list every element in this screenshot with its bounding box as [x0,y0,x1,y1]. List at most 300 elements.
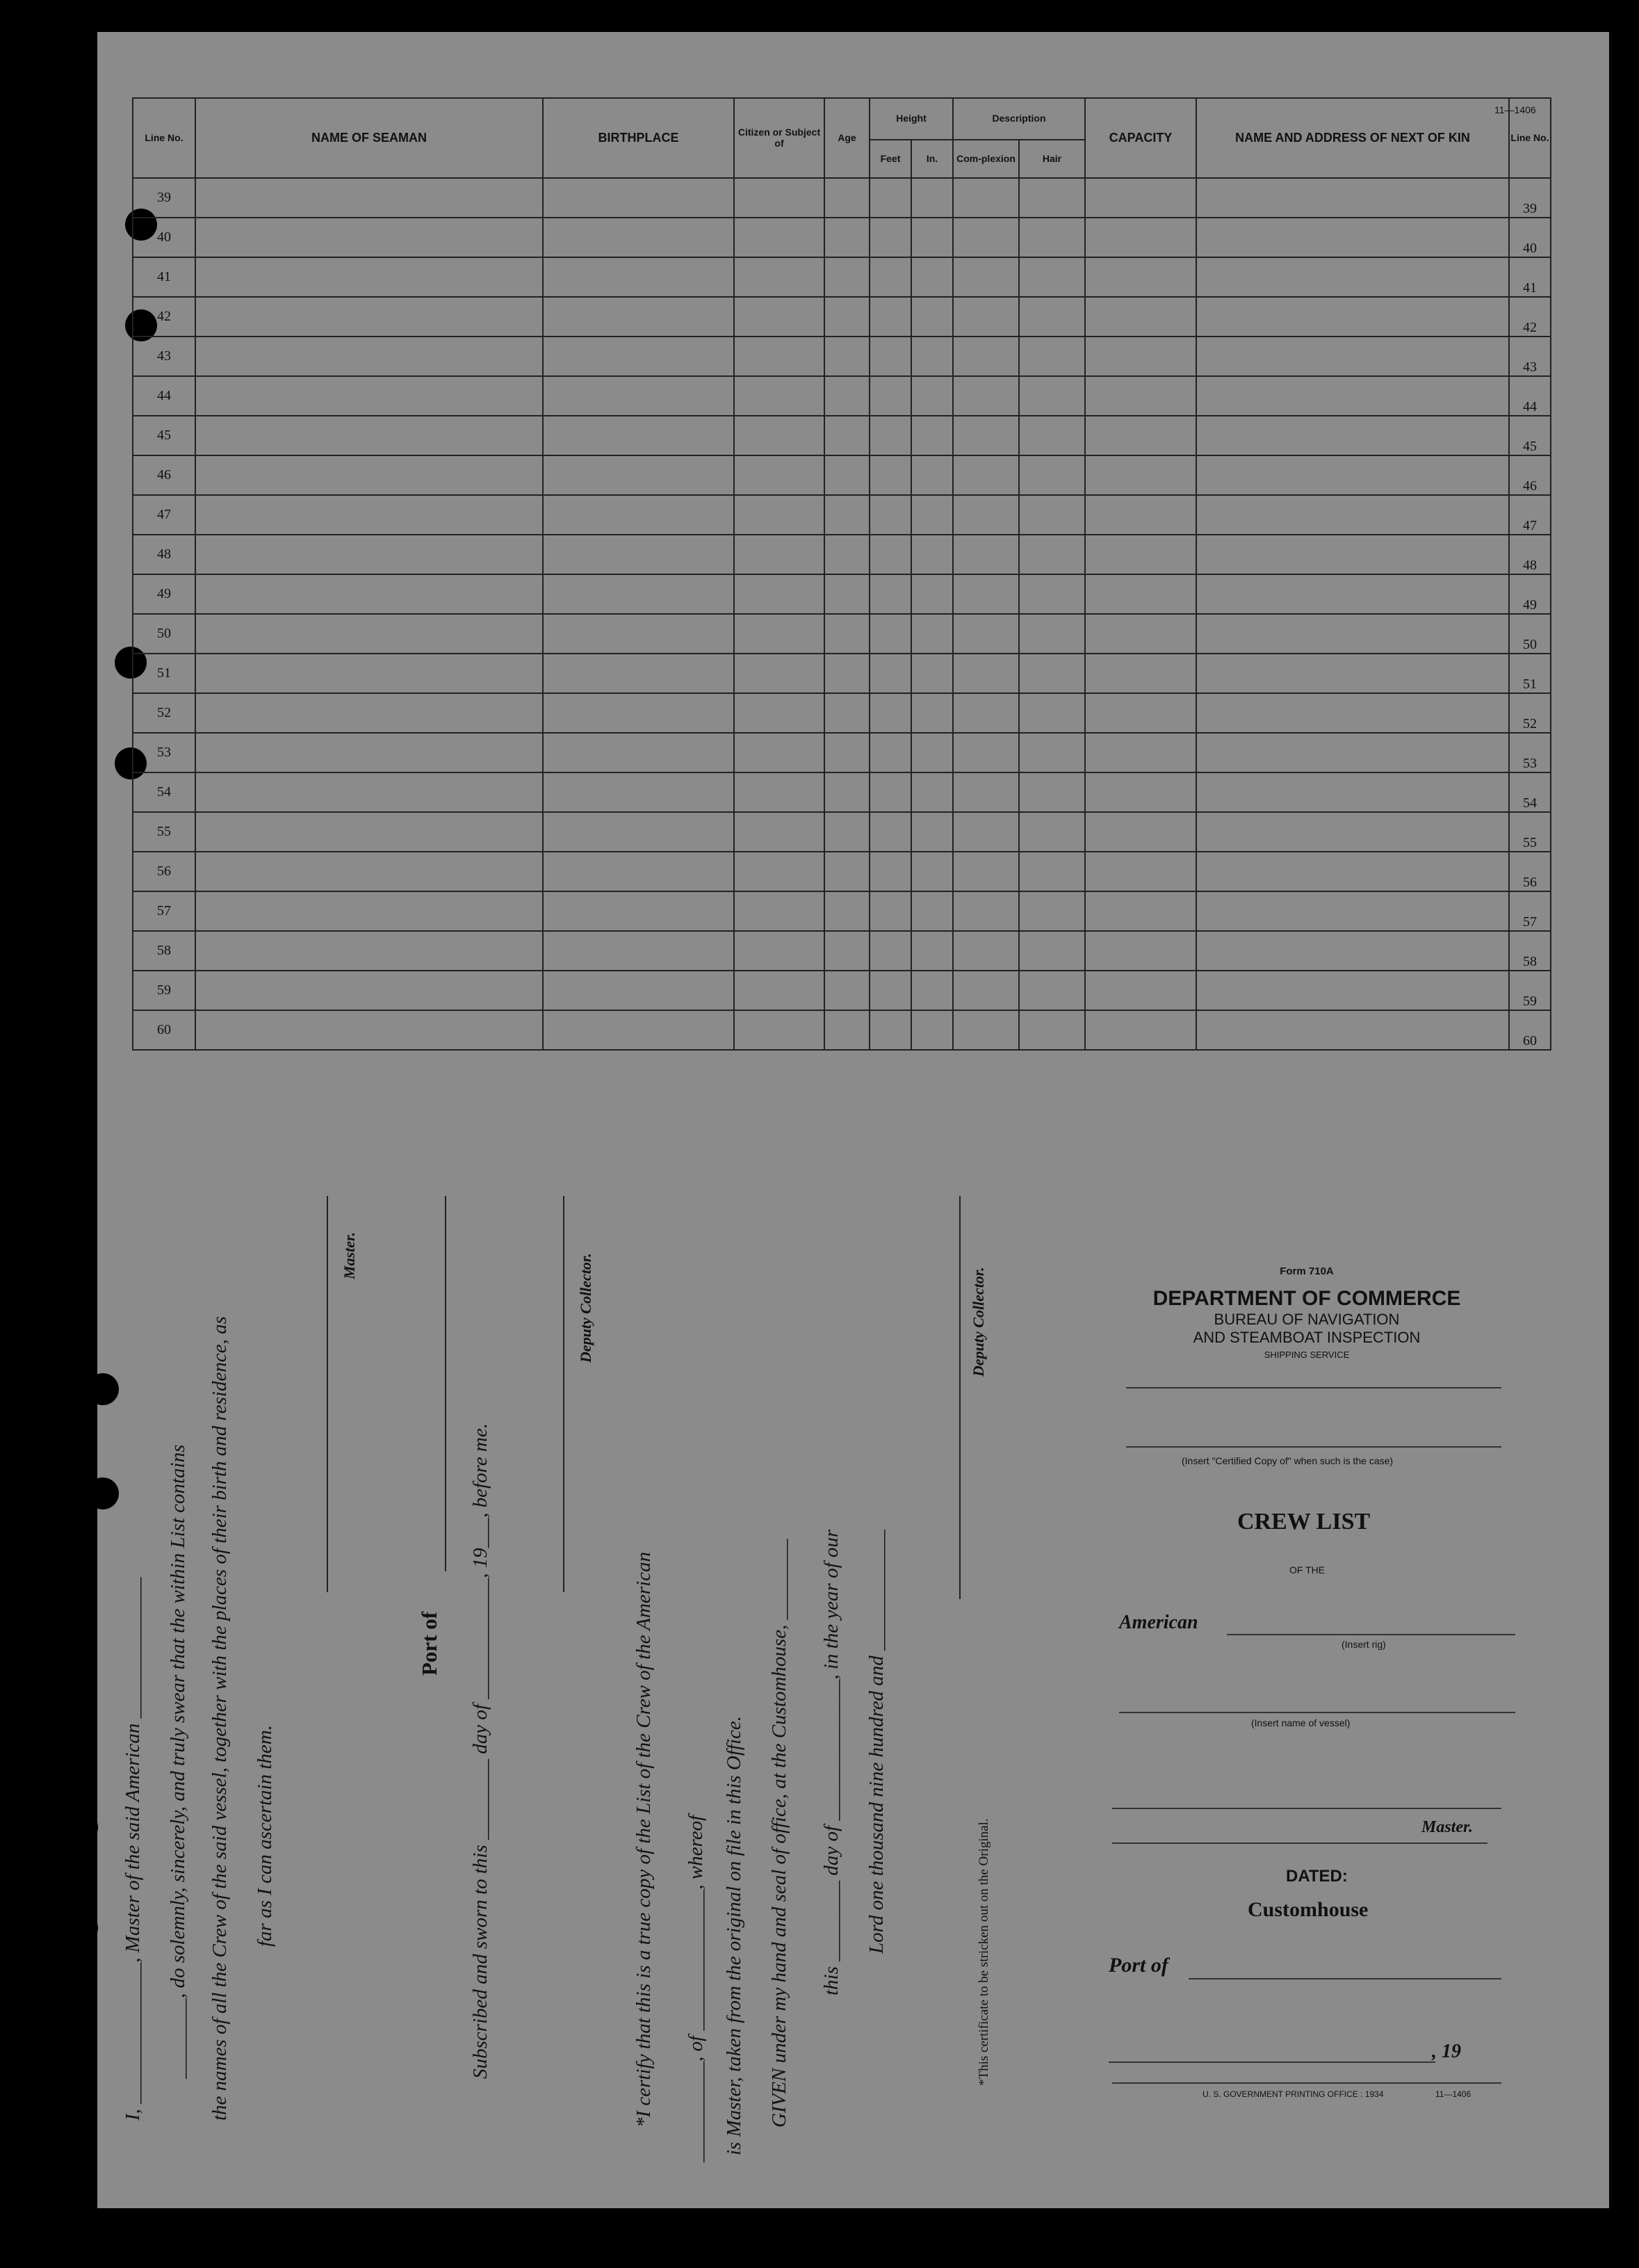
entry-cell[interactable] [911,971,953,1010]
entry-cell[interactable] [1196,891,1509,931]
entry-cell[interactable] [195,693,543,733]
entry-cell[interactable] [1019,931,1085,971]
entry-cell[interactable] [543,772,734,812]
line-number-right: 55 [1509,812,1551,852]
certificate-line-6: Lord one thousand nine hundred and ____________ [865,1529,888,1954]
entry-cell[interactable] [195,931,543,971]
entry-cell[interactable] [1019,455,1085,495]
entry-cell[interactable] [1196,1010,1509,1050]
entry-cell[interactable] [734,971,824,1010]
entry-cell[interactable] [1196,812,1509,852]
description-header: Description [953,98,1085,140]
line-no-header: Line No. [133,98,195,178]
entry-cell[interactable] [1085,654,1196,693]
entry-cell[interactable] [911,693,953,733]
entry-cell[interactable] [1019,891,1085,931]
entry-cell[interactable] [734,416,824,455]
entry-cell[interactable] [1085,297,1196,337]
entry-cell[interactable] [953,455,1019,495]
punch-hole [66,1811,98,1843]
line-number: 49 [133,574,195,614]
table-row [133,693,1551,733]
entry-cell[interactable] [953,495,1019,535]
entry-cell[interactable] [911,455,953,495]
entry-cell[interactable] [824,733,870,772]
line-number-right: 52 [1509,693,1551,733]
entry-cell[interactable] [1196,931,1509,971]
entry-cell[interactable] [870,337,911,376]
entry-cell[interactable] [1196,693,1509,733]
entry-cell[interactable] [824,416,870,455]
entry-cell[interactable] [1085,891,1196,931]
entry-cell[interactable] [824,376,870,416]
deputy-collector-label-2: Deputy Collector. [970,1267,987,1377]
entry-cell[interactable] [1196,733,1509,772]
entry-cell[interactable] [953,772,1019,812]
date-rule [1109,2062,1435,2063]
entry-cell[interactable] [870,931,911,971]
citizen-header: Citizen or Subject of [734,98,824,178]
certificate-line-4: GIVEN under my hand and seal of office, at the Customhouse, ________ [768,1539,790,2128]
entry-cell[interactable] [543,1010,734,1050]
table-row [133,654,1551,693]
entry-cell[interactable] [911,218,953,257]
entry-cell[interactable] [1196,178,1509,218]
line-number: 47 [133,495,195,535]
entry-cell[interactable] [1019,852,1085,891]
line-number: 45 [133,416,195,455]
entry-cell[interactable] [734,1010,824,1050]
entry-cell[interactable] [1196,654,1509,693]
line-number-right: 51 [1509,654,1551,693]
cover-block [1112,1265,1501,1360]
line-number: 60 [133,1010,195,1050]
entry-cell[interactable] [911,733,953,772]
table-row [133,257,1551,297]
entry-cell[interactable] [1019,178,1085,218]
entry-cell[interactable] [543,535,734,574]
table-row [133,376,1551,416]
entry-cell[interactable] [1019,654,1085,693]
entry-cell[interactable] [953,693,1019,733]
entry-cell[interactable] [1085,416,1196,455]
line-number: 46 [133,455,195,495]
entry-cell[interactable] [1196,257,1509,297]
feet-header: Feet [870,140,911,178]
entry-cell[interactable] [195,772,543,812]
entry-cell[interactable] [1019,376,1085,416]
entry-cell[interactable] [734,693,824,733]
insert-certified-copy: (Insert "Certified Copy of" when such is the case) [1182,1455,1394,1466]
entry-cell[interactable] [953,416,1019,455]
entry-cell[interactable] [1085,971,1196,1010]
entry-cell[interactable] [870,614,911,654]
entry-cell[interactable] [1196,218,1509,257]
entry-cell[interactable] [734,772,824,812]
entry-cell[interactable] [953,733,1019,772]
entry-cell[interactable] [911,931,953,971]
entry-cell[interactable] [953,376,1019,416]
next-of-kin-header: NAME AND ADDRESS OF NEXT OF KIN [1196,98,1509,178]
entry-cell[interactable] [1085,772,1196,812]
line-number: 41 [133,257,195,297]
entry-cell[interactable] [543,495,734,535]
punch-hole [87,1373,119,1405]
port-of-line [445,1196,446,1571]
entry-cell[interactable] [1085,1010,1196,1050]
entry-cell[interactable] [1085,614,1196,654]
entry-cell[interactable] [1085,337,1196,376]
entry-cell[interactable] [543,733,734,772]
entry-cell[interactable] [543,297,734,337]
entry-cell[interactable] [1196,495,1509,535]
line-number-right: 59 [1509,971,1551,1010]
entry-cell[interactable] [543,257,734,297]
entry-cell[interactable] [911,337,953,376]
entry-cell[interactable] [195,218,543,257]
entry-cell[interactable] [734,574,824,614]
entry-cell[interactable] [734,376,824,416]
cover-master: Master. [1421,1818,1474,1836]
entry-cell[interactable] [195,574,543,614]
entry-cell[interactable] [911,852,953,891]
table-row [133,297,1551,337]
entry-cell[interactable] [734,654,824,693]
entry-cell[interactable] [911,1010,953,1050]
entry-cell[interactable] [1196,297,1509,337]
cover-customhouse: Customhouse [1248,1898,1369,1921]
entry-cell[interactable] [1196,852,1509,891]
entry-cell[interactable] [1019,535,1085,574]
certificate-line-2: __________, of ______________, whereof [685,1815,707,2162]
table-row [133,1010,1551,1050]
entry-cell[interactable] [543,654,734,693]
line-number: 57 [133,891,195,931]
entry-cell[interactable] [1019,1010,1085,1050]
entry-cell[interactable] [870,535,911,574]
entry-cell[interactable] [1019,297,1085,337]
hair-header: Hair [1019,140,1085,178]
entry-cell[interactable] [1019,416,1085,455]
entry-cell[interactable] [195,891,543,931]
entry-cell[interactable] [1085,455,1196,495]
entry-cell[interactable] [543,416,734,455]
entry-cell[interactable] [1019,772,1085,812]
entry-cell[interactable] [195,971,543,1010]
entry-cell[interactable] [734,218,824,257]
entry-cell[interactable] [1019,495,1085,535]
height-header: Height [870,98,953,140]
entry-cell[interactable] [953,931,1019,971]
entry-cell[interactable] [824,891,870,931]
entry-cell[interactable] [195,376,543,416]
entry-cell[interactable] [543,218,734,257]
line-number-right: 57 [1509,891,1551,931]
entry-cell[interactable] [824,218,870,257]
entry-cell[interactable] [1085,495,1196,535]
entry-cell[interactable] [953,852,1019,891]
deputy-signature-line-1 [563,1196,564,1592]
entry-cell[interactable] [870,455,911,495]
entry-cell[interactable] [870,178,911,218]
entry-cell[interactable] [1019,337,1085,376]
entry-cell[interactable] [543,337,734,376]
entry-cell[interactable] [953,614,1019,654]
entry-cell[interactable] [911,257,953,297]
entry-cell[interactable] [870,218,911,257]
entry-cell[interactable] [734,852,824,891]
entry-cell[interactable] [543,971,734,1010]
entry-cell[interactable] [1196,574,1509,614]
entry-cell[interactable] [911,772,953,812]
entry-cell[interactable] [824,535,870,574]
table-row [133,337,1551,376]
line-number: 56 [133,852,195,891]
entry-cell[interactable] [870,297,911,337]
entry-cell[interactable] [953,535,1019,574]
entry-cell[interactable] [824,654,870,693]
entry-cell[interactable] [911,891,953,931]
line-number-right: 42 [1509,297,1551,337]
printer-line: U. S. GOVERNMENT PRINTING OFFICE : 1934 [1202,2089,1384,2099]
entry-cell[interactable] [195,614,543,654]
entry-cell[interactable] [824,772,870,812]
entry-cell[interactable] [195,495,543,535]
entry-cell[interactable] [953,1010,1019,1050]
entry-cell[interactable] [911,535,953,574]
line-number-right: 56 [1509,852,1551,891]
entry-cell[interactable] [195,337,543,376]
entry-cell[interactable] [1085,812,1196,852]
master-rule-2 [1112,1842,1487,1844]
entry-cell[interactable] [543,891,734,931]
entry-cell[interactable] [953,337,1019,376]
entry-cell[interactable] [870,1010,911,1050]
port-of-rule [1189,1978,1501,1979]
entry-cell[interactable] [870,733,911,772]
cover-form-no: 11—1406 [1435,2089,1471,2099]
of-the: OF THE [1289,1564,1326,1576]
entry-cell[interactable] [195,535,543,574]
entry-cell[interactable] [734,614,824,654]
entry-cell[interactable] [953,297,1019,337]
table-row [133,455,1551,495]
entry-cell[interactable] [824,852,870,891]
american-label: American [1119,1612,1198,1633]
entry-cell[interactable] [1196,614,1509,654]
entry-cell[interactable] [1019,257,1085,297]
entry-cell[interactable] [953,654,1019,693]
entry-cell[interactable] [870,852,911,891]
crew-list-title: CREW LIST [1237,1509,1371,1534]
entry-cell[interactable] [543,455,734,495]
table-row [133,218,1551,257]
entry-cell[interactable] [734,297,824,337]
entry-cell[interactable] [911,416,953,455]
entry-cell[interactable] [911,495,953,535]
birthplace-header: BIRTHPLACE [543,98,734,178]
entry-cell[interactable] [1196,416,1509,455]
line-number: 55 [133,812,195,852]
entry-cell[interactable] [911,654,953,693]
entry-cell[interactable] [195,654,543,693]
entry-cell[interactable] [870,693,911,733]
entry-cell[interactable] [1196,772,1509,812]
inches-header: In. [911,140,953,178]
entry-cell[interactable] [824,337,870,376]
entry-cell[interactable] [911,574,953,614]
entry-cell[interactable] [1019,614,1085,654]
entry-cell[interactable] [195,812,543,852]
entry-cell[interactable] [543,812,734,852]
entry-cell[interactable] [824,455,870,495]
entry-cell[interactable] [824,574,870,614]
entry-cell[interactable] [870,812,911,852]
entry-cell[interactable] [734,495,824,535]
line-number-right: 53 [1509,733,1551,772]
entry-cell[interactable] [824,693,870,733]
cover-rule-1 [1126,1387,1501,1388]
entry-cell[interactable] [1085,257,1196,297]
entry-cell[interactable] [870,376,911,416]
crew-table [132,97,1551,1051]
entry-cell[interactable] [1019,574,1085,614]
entry-cell[interactable] [1085,178,1196,218]
deputy-collector-label-1: Deputy Collector. [577,1253,594,1363]
entry-cell[interactable] [870,574,911,614]
entry-cell[interactable] [734,455,824,495]
entry-cell[interactable] [824,971,870,1010]
entry-cell[interactable] [824,614,870,654]
entry-cell[interactable] [195,455,543,495]
table-row [133,178,1551,218]
entry-cell[interactable] [911,297,953,337]
entry-cell[interactable] [195,257,543,297]
entry-cell[interactable] [195,297,543,337]
crew-table-body [133,178,1551,1050]
entry-cell[interactable] [543,614,734,654]
entry-cell[interactable] [195,852,543,891]
entry-cell[interactable] [1196,376,1509,416]
entry-cell[interactable] [543,693,734,733]
entry-cell[interactable] [1019,971,1085,1010]
entry-cell[interactable] [1085,535,1196,574]
complexion-header: Com-plexion [953,140,1019,178]
line-number-right: 45 [1509,416,1551,455]
entry-cell[interactable] [1085,376,1196,416]
entry-cell[interactable] [824,1010,870,1050]
entry-cell[interactable] [195,178,543,218]
entry-cell[interactable] [870,772,911,812]
entry-cell[interactable] [543,931,734,971]
entry-cell[interactable] [824,931,870,971]
line-number-right: 43 [1509,337,1551,376]
entry-cell[interactable] [953,178,1019,218]
entry-cell[interactable] [734,257,824,297]
form-number-top: 11—1406 [1494,104,1536,115]
entry-cell[interactable] [953,971,1019,1010]
entry-cell[interactable] [911,178,953,218]
entry-cell[interactable] [543,574,734,614]
capacity-header: CAPACITY [1085,98,1196,178]
entry-cell[interactable] [953,812,1019,852]
entry-cell[interactable] [1019,733,1085,772]
entry-cell[interactable] [870,654,911,693]
line-number: 48 [133,535,195,574]
deputy-signature-line-2 [959,1196,961,1599]
american-rule [1227,1634,1515,1635]
certificate-line-1: *I certify that this is a true copy of the List of the Crew of the American [633,1551,655,2128]
line-number: 51 [133,654,195,693]
entry-cell[interactable] [824,257,870,297]
entry-cell[interactable] [1085,574,1196,614]
entry-cell[interactable] [1085,931,1196,971]
entry-cell[interactable] [1019,218,1085,257]
entry-cell[interactable] [1085,733,1196,772]
entry-cell[interactable] [870,416,911,455]
cover-bureau-1: BUREAU OF NAVIGATION [1214,1311,1400,1328]
oath-line-3: the names of all the Crew of the said vessel, together with the places of their birth and residence, as [209,1316,231,2121]
line-number-right: 40 [1509,218,1551,257]
entry-cell[interactable] [870,971,911,1010]
entry-cell[interactable] [1085,852,1196,891]
entry-cell[interactable] [195,1010,543,1050]
entry-cell[interactable] [953,257,1019,297]
entry-cell[interactable] [953,891,1019,931]
entry-cell[interactable] [824,178,870,218]
entry-cell[interactable] [734,812,824,852]
entry-cell[interactable] [1085,693,1196,733]
entry-cell[interactable] [543,852,734,891]
entry-cell[interactable] [911,376,953,416]
entry-cell[interactable] [734,891,824,931]
entry-cell[interactable] [870,891,911,931]
entry-cell[interactable] [1196,455,1509,495]
entry-cell[interactable] [870,495,911,535]
entry-cell[interactable] [870,257,911,297]
table-row [133,891,1551,931]
entry-cell[interactable] [953,574,1019,614]
entry-cell[interactable] [1019,693,1085,733]
entry-cell[interactable] [824,297,870,337]
cover-rule-2 [1126,1446,1501,1448]
entry-cell[interactable] [734,337,824,376]
entry-cell[interactable] [824,495,870,535]
entry-cell[interactable] [195,733,543,772]
entry-cell[interactable] [1196,337,1509,376]
insert-vessel-name: (Insert name of vessel) [1251,1717,1351,1728]
entry-cell[interactable] [195,416,543,455]
entry-cell[interactable] [543,178,734,218]
entry-cell[interactable] [824,812,870,852]
entry-cell[interactable] [953,218,1019,257]
entry-cell[interactable] [734,178,824,218]
entry-cell[interactable] [734,535,824,574]
entry-cell[interactable] [734,733,824,772]
cover-form: Form 710A [1280,1265,1334,1277]
entry-cell[interactable] [1196,971,1509,1010]
certificate-footnote: *This certificate to be stricken out on the Original. [977,1818,991,2086]
entry-cell[interactable] [1019,812,1085,852]
line-number: 58 [133,931,195,971]
entry-cell[interactable] [734,931,824,971]
entry-cell[interactable] [911,812,953,852]
master-rule-1 [1112,1808,1501,1809]
entry-cell[interactable] [911,614,953,654]
entry-cell[interactable] [1085,218,1196,257]
entry-cell[interactable] [1196,535,1509,574]
entry-cell[interactable] [543,376,734,416]
